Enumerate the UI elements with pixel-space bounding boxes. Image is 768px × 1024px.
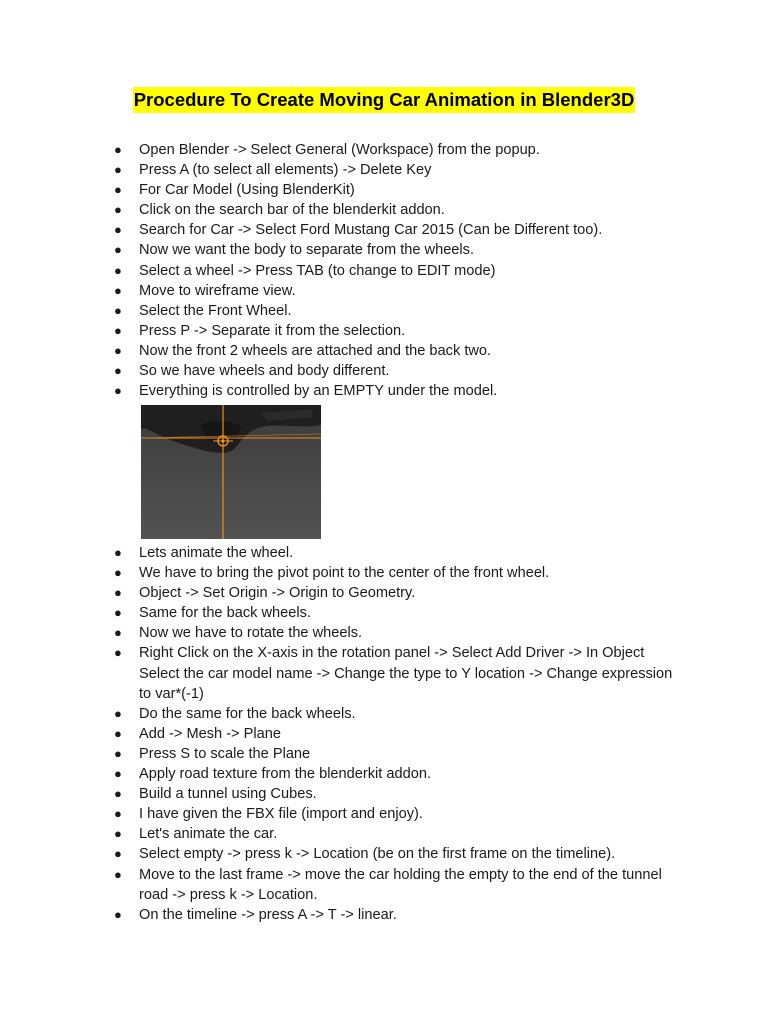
- step-text: Right Click on the X-axis in the rotation panel -> Select Add Driver -> In Object Select the car model name -> Change the type to Y location -> Change expression to var*(-1): [139, 645, 673, 702]
- step-item: [0, 140, 768, 160]
- viewport-image: [141, 405, 321, 539]
- step-text: Do the same for the back wheels.: [139, 705, 356, 722]
- bullet-icon: ●: [114, 585, 122, 601]
- bullet-icon: ●: [114, 142, 122, 157]
- step-text: Everything is controlled by an EMPTY under the model.: [139, 383, 498, 400]
- step-item: [0, 381, 768, 401]
- document-title: Procedure To Create Moving Car Animation in Blender3D: [133, 87, 636, 113]
- bullet-icon: ●: [114, 202, 122, 218]
- step-text: Select a wheel -> Press TAB (to change to EDIT mode): [139, 262, 496, 279]
- step-text: Press P -> Separate it from the selection.: [139, 322, 406, 339]
- bullet-icon: ●: [114, 262, 122, 278]
- steps-list-after-image: [0, 543, 768, 925]
- step-text: Now we have to rotate the wheels.: [139, 625, 363, 642]
- bullet-icon: ●: [114, 786, 122, 802]
- step-item: [0, 220, 768, 240]
- bullet-icon: ●: [114, 826, 122, 842]
- step-item: [0, 261, 768, 281]
- step-text: Add -> Mesh -> Plane: [139, 725, 281, 742]
- step-item: [0, 623, 768, 643]
- title-container: [0, 87, 768, 113]
- step-text: Same for the back wheels.: [139, 605, 311, 622]
- step-item: [0, 824, 768, 844]
- step-text: On the timeline -> press A -> T -> linear.: [139, 906, 397, 923]
- bullet-icon: ●: [114, 745, 122, 761]
- step-text: For Car Model (Using BlenderKit): [139, 182, 355, 199]
- step-item: [0, 543, 768, 563]
- step-item: [0, 240, 768, 260]
- bullet-icon: ●: [114, 302, 122, 318]
- bullet-icon: ●: [114, 645, 122, 661]
- bullet-icon: ●: [114, 605, 122, 621]
- bullet-icon: ●: [114, 866, 122, 882]
- bullet-icon: ●: [114, 705, 122, 721]
- step-item: [0, 361, 768, 381]
- step-item: [0, 301, 768, 321]
- step-item: [0, 341, 768, 361]
- step-text: Now the front 2 wheels are attached and the back two.: [139, 342, 492, 359]
- bullet-icon: ●: [114, 322, 122, 338]
- step-item: [0, 603, 768, 623]
- step-text: So we have wheels and body different.: [139, 363, 390, 380]
- bullet-icon: ●: [114, 242, 122, 258]
- step-text: Open Blender -> Select General (Workspace) from the popup.: [139, 142, 540, 158]
- step-text: Press A (to select all elements) -> Delete Key: [139, 162, 432, 179]
- step-item: [0, 704, 768, 724]
- step-item: [0, 321, 768, 341]
- bullet-icon: ●: [114, 342, 122, 358]
- step-text: Move to the last frame -> move the car holding the empty to the end of the tunnel road -> press k -> Location.: [139, 866, 662, 903]
- step-text: We have to bring the pivot point to the center of the front wheel.: [139, 565, 550, 582]
- step-item: [0, 905, 768, 925]
- step-item: [0, 583, 768, 603]
- step-text: Build a tunnel using Cubes.: [139, 786, 317, 803]
- step-item: [0, 724, 768, 744]
- step-text: I have given the FBX file (import and enjoy).: [139, 806, 423, 823]
- step-item: [0, 160, 768, 180]
- step-text: Press S to scale the Plane: [139, 745, 311, 762]
- bullet-icon: ●: [114, 383, 122, 399]
- blender-viewport-screenshot: [141, 405, 321, 539]
- step-text: Select empty -> press k -> Location (be on the first frame on the timeline).: [139, 846, 616, 863]
- step-item: [0, 563, 768, 583]
- bullet-icon: ●: [114, 625, 122, 641]
- step-item: [0, 180, 768, 200]
- step-text: Select the Front Wheel.: [139, 302, 292, 319]
- step-item: [0, 200, 768, 220]
- step-text: Lets animate the wheel.: [139, 545, 294, 561]
- step-text: Let's animate the car.: [139, 826, 278, 843]
- step-text: Search for Car -> Select Ford Mustang Car 2015 (Can be Different too).: [139, 222, 603, 239]
- step-item: [0, 844, 768, 864]
- bullet-icon: ●: [114, 846, 122, 862]
- step-text: Now we want the body to separate from the wheels.: [139, 242, 475, 259]
- step-text: Object -> Set Origin -> Origin to Geometry.: [139, 585, 416, 602]
- step-item: [0, 784, 768, 804]
- bullet-icon: ●: [114, 725, 122, 741]
- bullet-icon: ●: [114, 565, 122, 581]
- bullet-icon: ●: [114, 906, 122, 922]
- bullet-icon: ●: [114, 806, 122, 822]
- steps-list-before-image: [0, 140, 768, 401]
- step-item: [0, 804, 768, 824]
- step-item: [0, 643, 768, 703]
- bullet-icon: ●: [114, 182, 122, 198]
- step-item: [0, 281, 768, 301]
- bullet-icon: ●: [114, 766, 122, 782]
- step-item: [0, 865, 768, 905]
- bullet-icon: ●: [114, 545, 122, 560]
- step-text: Click on the search bar of the blenderkit addon.: [139, 202, 445, 219]
- step-item: [0, 764, 768, 784]
- bullet-icon: ●: [114, 282, 122, 298]
- step-text: Move to wireframe view.: [139, 282, 296, 299]
- bullet-icon: ●: [114, 222, 122, 238]
- bullet-icon: ●: [114, 162, 122, 178]
- step-item: [0, 744, 768, 764]
- step-text: Apply road texture from the blenderkit addon.: [139, 766, 432, 783]
- bullet-icon: ●: [114, 363, 122, 379]
